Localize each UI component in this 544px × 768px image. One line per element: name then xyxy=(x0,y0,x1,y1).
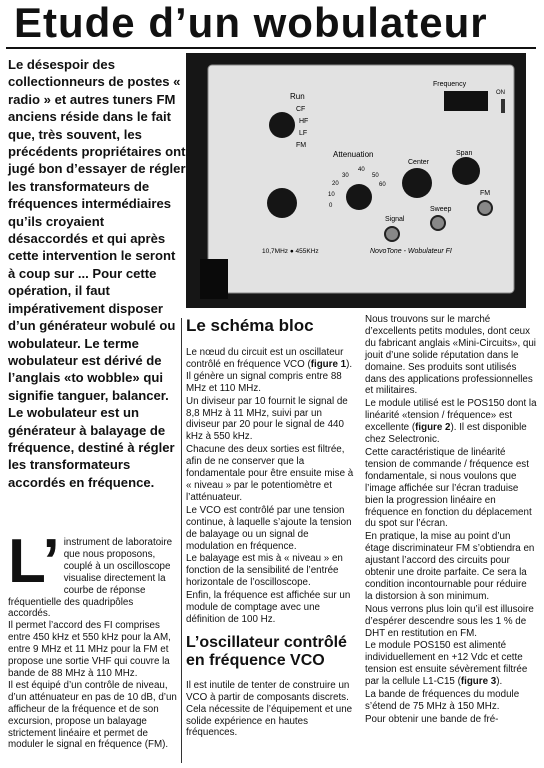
center-label: Center xyxy=(408,159,430,166)
cf-label: CF xyxy=(296,106,306,113)
paragraph xyxy=(186,347,356,395)
intro-text xyxy=(8,56,186,491)
wobulator-front-panel xyxy=(186,53,526,308)
paragraph: Pour obtenir une bande de fré- xyxy=(365,713,499,725)
fm-mode-label: FM xyxy=(296,142,307,149)
attenuation-scale-0: 0 xyxy=(329,203,333,209)
signal-label: Signal xyxy=(385,216,405,223)
paragraph: Il est équipé d’un contrôle de niveau, d’un atténuateur en pas de 10 dB, d’un afficheur de la fréquence et de son excursion, propose un balayage strictement linéaire et permet de moduler le signal en fréquence (FM). xyxy=(8,679,177,751)
span-knob[interactable] xyxy=(452,157,480,185)
signal-connector[interactable] xyxy=(385,227,399,241)
power-switch[interactable] xyxy=(501,99,505,113)
fm-input-label: FM xyxy=(480,190,491,197)
paragraph xyxy=(365,640,537,688)
paragraph: Chacune des deux sorties est filtrée, afin de ne conserver que la fondamentale pour être ensuite mise à « niveau » par le potentiomètre et l’atténuateur. xyxy=(186,444,354,503)
frequency-label: Frequency xyxy=(433,81,467,88)
paragraph: Le VCO est contrôlé par une tension continue, à laquelle s’ajoute la tension de balayage ou un signal de modulation en fréquence. xyxy=(186,504,352,552)
figure-reference: figure 2 xyxy=(415,422,451,434)
attenuation-scale-20: 20 xyxy=(332,181,339,187)
paragraph: Un diviseur par 10 fournit le signal de 8,8 MHz à 11 MHz, suivi par un diviseur par 20 pour le signal de 440 kHz à 550 kHz. xyxy=(186,395,348,443)
wobulator-photo xyxy=(186,53,526,308)
column-right xyxy=(365,314,537,727)
paragraph: Il permet l’accord des FI comprises entre 450 kHz et 550 kHz pour la AM, entre 9 MHz et 11 MHz pour la FM et propose une sortie VHF qui couvre la bande de 88 MHz à 110 MHz. xyxy=(8,620,171,679)
text-run: Le module POS150 est alimenté individuellement en +12 Vdc et cette tension est ensuite sévèrement filtrée par la cellule L1-C15 ( xyxy=(365,640,528,688)
paragraph: Il est inutile de tenter de construire un VCO à partir de composants discrets. Cela nécessite de l’équipement et une solide expérience en hautes fréquences. xyxy=(186,679,353,739)
run-label: Run xyxy=(290,92,305,101)
attenuation-scale-40: 40 xyxy=(358,167,365,173)
paragraph: Nous verrons plus loin qu’il est illusoire d’espérer descendre sous les 1 % de DHT en restitution en FM. xyxy=(365,603,534,639)
attenuation-scale-50: 50 xyxy=(372,173,379,179)
intro-paragraph: Le désespoir des collectionneurs de postes « radio » et autres tuners FM anciens réside dans le fait que, très souvent, les précédents propriétaires ont jugé bon d’essayer de régler les transformateurs de fréquences intermédiaires qu’ils croyaient désaccordés et qui après cette intervention le seront à coup sur ... Pour cette opération, il faut impérativement disposer d’un générateur wobulé ou wobulateur. Le terme wobulateur est dérivé de l’anglais «to wobble» qui signifie tanguer, balancer. Le wobulateur est un générateur à balayage de fréquence, destiné à régler les transformateurs accordés en fréquence. xyxy=(8,57,186,490)
section-heading-schema-bloc: Le schéma bloc xyxy=(186,316,314,335)
drop-cap: L’ xyxy=(8,527,60,596)
attenuation-label: Attenuation xyxy=(333,150,374,159)
text-run: ). xyxy=(496,676,503,688)
paragraph: La bande de fréquences du module s’étend de 75 MHz à 150 MHz. xyxy=(365,689,520,712)
paragraph: En pratique, la mise au point d’un étage discriminateur FM s’obtiendra en ajustant l’accord des circuits pour obtenir une droite parfaite. Ce sera la condition incontournable pour réduire la distorsion à son minimum. xyxy=(365,531,535,602)
title-rule xyxy=(6,47,536,49)
on-label: ON xyxy=(496,90,505,96)
column-middle xyxy=(186,314,356,740)
section-heading-vco: L’oscillateur contrôlé en fréquence VCO xyxy=(186,633,347,669)
attenuation-knob[interactable] xyxy=(346,184,372,210)
paragraph xyxy=(8,527,178,620)
mode-selector-knob[interactable] xyxy=(269,112,295,138)
page-title: Etude d’un wobulateur xyxy=(14,0,488,46)
brand-label: NovoTone - Wobulateur FI xyxy=(370,248,452,255)
attenuation-scale-60: 60 xyxy=(379,182,386,188)
fm-connector[interactable] xyxy=(478,201,492,215)
column-left xyxy=(8,527,178,751)
sweep-connector[interactable] xyxy=(431,216,445,230)
paragraph: Enfin, la fréquence est affichée sur un module de comptage avec une définition de 100 Hz. xyxy=(186,590,351,625)
lf-label: LF xyxy=(299,130,308,137)
text-run: ). Il génère un signal compris entre 88 MHz et 110 MHz. xyxy=(186,358,353,394)
frequency-range-label: 10,7MHz ● 455KHz xyxy=(262,248,319,255)
text-run: ). Il est disponible chez Selectronic. xyxy=(365,422,527,446)
paragraph: Le balayage est mis à « niveau » en fonction de la sensibilité de l’entrée horizontale de l’oscilloscope. xyxy=(186,553,343,589)
attenuation-scale-10: 10 xyxy=(328,192,335,198)
figure-reference: figure 3 xyxy=(460,676,497,688)
sweep-label: Sweep xyxy=(430,206,452,213)
level-knob[interactable] xyxy=(267,188,297,218)
column-divider xyxy=(181,318,182,763)
text-run: Le module utilisé est le POS150 dont la linéarité «tension / fréquence» est excellente ( xyxy=(365,398,537,434)
hf-label: HF xyxy=(299,118,309,125)
figure-reference: figure 1 xyxy=(310,358,347,370)
attenuation-scale-30: 30 xyxy=(342,173,349,179)
span-label: Span xyxy=(456,150,473,157)
paragraph: Nous trouvons sur le marché d’excellents petits modules, dont ceux du fabricant anglais «Mini-Circuits», qui jouit d’une solide réputation dans le domaine. Ses produits sont utilisés dans des applications professionnelles et militaires. xyxy=(365,314,536,397)
center-knob[interactable] xyxy=(402,168,432,198)
text-run: instrument de laboratoire que nous proposons, couplé à un oscilloscope visualise directement la courbe de réponse fréquentielle des quadripôles accordés. xyxy=(8,537,173,620)
text-run: Le nœud du circuit est un oscillateur contrôlé en fréquence VCO ( xyxy=(186,347,344,370)
paragraph: Cette caractéristique de linéarité tension de commande / fréquence est fondamentale, si nous voulons que l’image affichée sur l’écran traduise bien la progression linéaire en fréquence en fonction du déplacement du spot sur l’écran. xyxy=(365,446,532,530)
paragraph xyxy=(365,398,537,446)
